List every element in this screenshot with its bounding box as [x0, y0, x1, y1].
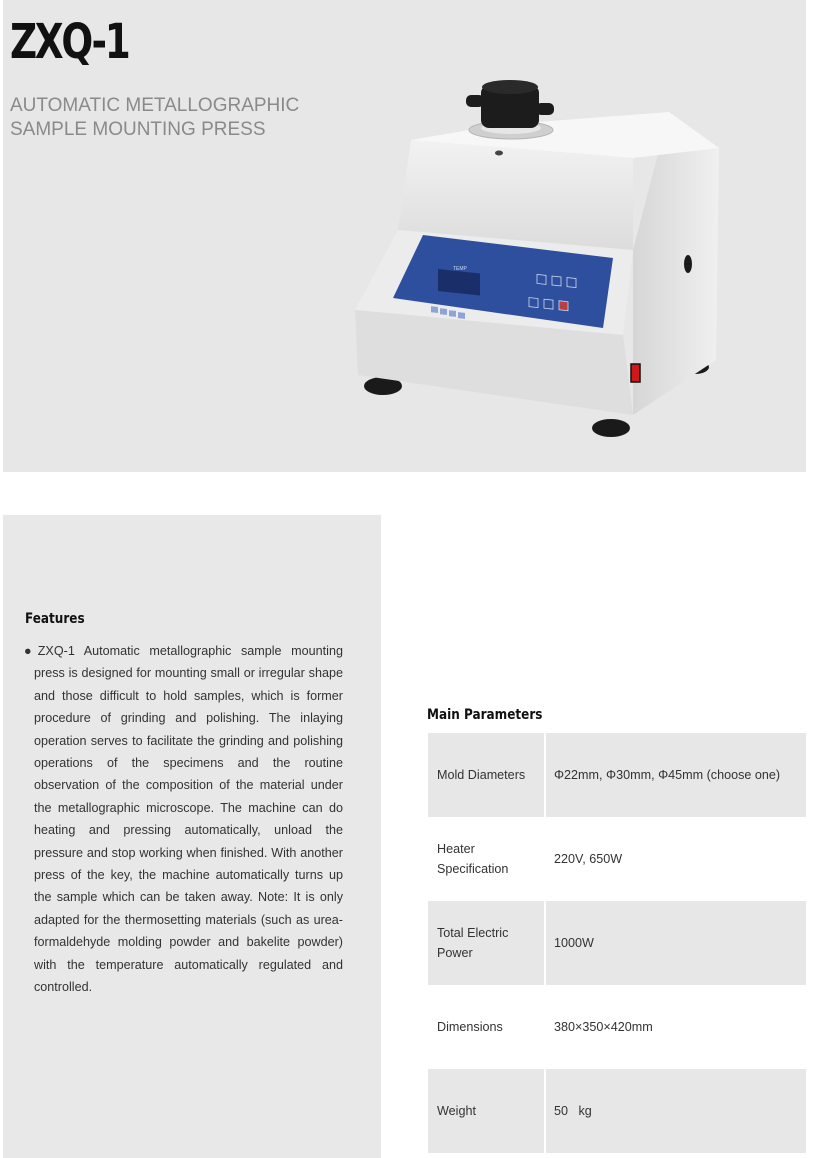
table-row [428, 901, 806, 985]
features-heading: Features [25, 611, 85, 627]
front-hole [495, 151, 503, 156]
param-label: Dimensions [428, 985, 546, 1069]
display-button [449, 310, 456, 317]
display-button [458, 312, 465, 319]
machine-foot [592, 419, 630, 437]
display-button [431, 306, 438, 313]
param-label: Weight [428, 1069, 546, 1153]
power-switch [631, 364, 640, 382]
ram-knob-top [482, 80, 538, 94]
temperature-display [438, 269, 480, 295]
subtitle-line-1: AUTOMATIC METALLOGRAPHIC [10, 95, 300, 116]
table-row [428, 1069, 806, 1153]
param-label: Total Electric Power [428, 901, 546, 985]
param-value: Φ22mm, Φ30mm, Φ45mm (choose one) [554, 768, 781, 782]
param-label: Mold Diameters [428, 733, 546, 817]
ram-handle-left [466, 95, 484, 107]
subtitle-line-2: SAMPLE MOUNTING PRESS [10, 119, 266, 140]
param-value: 220V, 650W [554, 852, 623, 866]
parameters-table [428, 733, 806, 1153]
param-value: 50 kg [554, 1104, 592, 1118]
stop-button [559, 301, 568, 311]
display-button [440, 308, 447, 315]
machine-illustration [333, 70, 733, 445]
parameters-heading: Main Parameters [427, 707, 543, 723]
table-row [428, 733, 806, 817]
features-text [24, 640, 343, 999]
hero-section [3, 0, 806, 472]
side-vent [684, 255, 692, 273]
model-title: ZXQ-1 [10, 14, 129, 70]
product-subtitle [10, 94, 350, 142]
display-label: TEMP [453, 266, 467, 272]
table-row [428, 985, 806, 1069]
features-bullet: ●ZXQ-1 Automatic metallographic sample mounting press is designed for mounting small or irregular shape and those difficult to hold samples, which is former procedure of grinding and polishing. The inlaying operation serves to facilitate the grinding and polishing operations of the specimens and the routine observation of the composition of the material under the metallographic microscope. The machine can do heating and pressing automatically, unload the pressure and stop working when finished. With another press of the key, the machine automatically turns up the sample which can be taken away. Note: It is only adapted for the thermosetting materials (such as urea-formaldehyde molding powder and bakelite powder) with the temperature automatically regulated and controlled. [24, 644, 343, 995]
table-row [428, 817, 806, 901]
param-value: 1000W [554, 936, 594, 950]
param-label: Heater Specification [428, 817, 546, 901]
ram-handle-right [536, 103, 554, 115]
features-panel [3, 515, 381, 1158]
param-value: 380×350×420mm [554, 1020, 653, 1034]
